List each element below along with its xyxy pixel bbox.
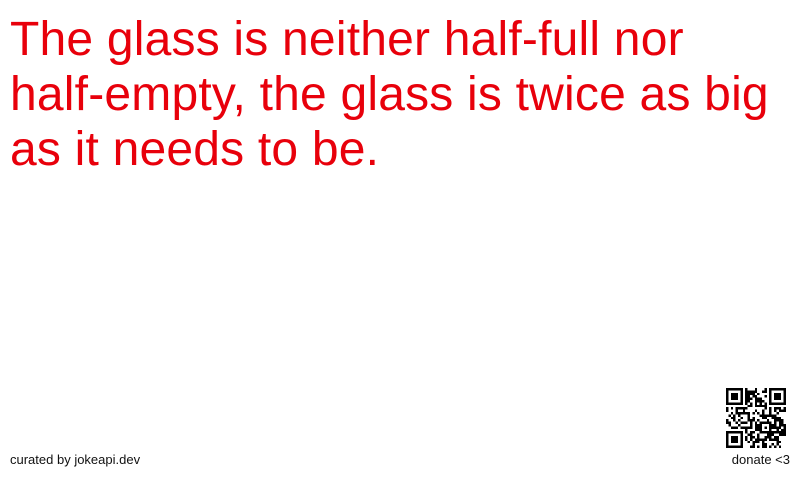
joke-text: The glass is neither half-full nor half-empty, the glass is twice as big as it needs to be. bbox=[10, 13, 769, 176]
donate-qr-code[interactable] bbox=[726, 388, 786, 448]
qr-code-icon bbox=[726, 388, 786, 448]
donate-link[interactable]: donate <3 bbox=[731, 452, 790, 467]
curator-credit: curated by jokeapi.dev bbox=[10, 452, 141, 467]
